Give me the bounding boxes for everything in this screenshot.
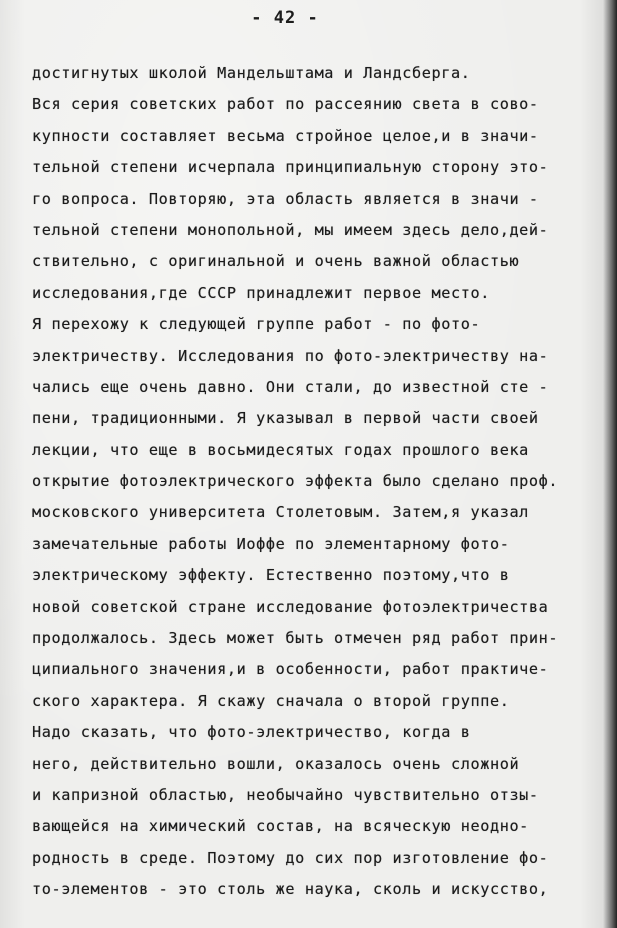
text-line: электрическому эффекту. Естественно поэтому,что в [32, 566, 510, 585]
text-line: купности составляет весьма стройное целое,и в значи- [32, 126, 539, 145]
text-line: вающейся на химический состав, на всяческую неодно- [32, 817, 529, 836]
text-line: новой советской стране исследование фотоэлектричества [32, 597, 549, 616]
text-line: пени, традиционными. Я указывал в первой части своей [32, 409, 539, 428]
text-line: тельной степени монопольной, мы имеем здесь дело,дей- [32, 220, 549, 239]
text-line: замечательные работы Иоффе по элементарному фото- [32, 534, 510, 553]
body-text [32, 58, 602, 906]
text-line: московского университета Столетовым. Затем,я указал [32, 503, 529, 522]
text-line: и капризной областью, необычайно чувствительно отзы- [32, 785, 539, 804]
text-line: ствительно, с оригинальной и очень важной областью [32, 252, 520, 271]
text-line: лекции, что еще в восьмидесятых годах прошлого века [32, 440, 529, 459]
text-line: Вся серия советских работ по рассеянию света в сово- [32, 95, 539, 114]
scan-edge-shadow [603, 0, 617, 928]
paragraph-start-line: Я перехожу к следующей группе работ - по фото- [32, 315, 481, 334]
text-line: родность в среде. Поэтому до сих пор изготовление фо- [32, 848, 549, 867]
text-line: то-элементов - это столь же наука, сколь и искусство, [32, 880, 549, 899]
text-line: него, действительно вошли, оказалось очень сложной [32, 754, 520, 773]
text-line: чались еще очень давно. Они стали, до известной сте - [32, 377, 549, 396]
text-line: электричеству. Исследования по фото-электричеству на- [32, 346, 549, 365]
text-line: тельной степени исчерпала принципиальную сторону это- [32, 158, 549, 177]
text-line: продолжалось. Здесь может быть отмечен ряд работ прин- [32, 629, 559, 648]
text-line: исследования,где СССР принадлежит первое место. [32, 283, 490, 302]
text-line: ского характера. Я скажу сначала о второй группе. [32, 691, 510, 710]
text-line: го вопроса. Повторяю, эта область является в значи - [32, 189, 539, 208]
page-number: - 42 - [251, 8, 319, 28]
paragraph-start-line: Надо сказать, что фото-электричество, когда в [32, 723, 471, 742]
text-line: достигнутых школой Мандельштама и Ландсберга. [32, 64, 471, 82]
text-line: ципиального значения,и в особенности, работ практиче- [32, 660, 549, 679]
text-line: открытие фотоэлектрического эффекта было сделано проф. [32, 472, 559, 491]
